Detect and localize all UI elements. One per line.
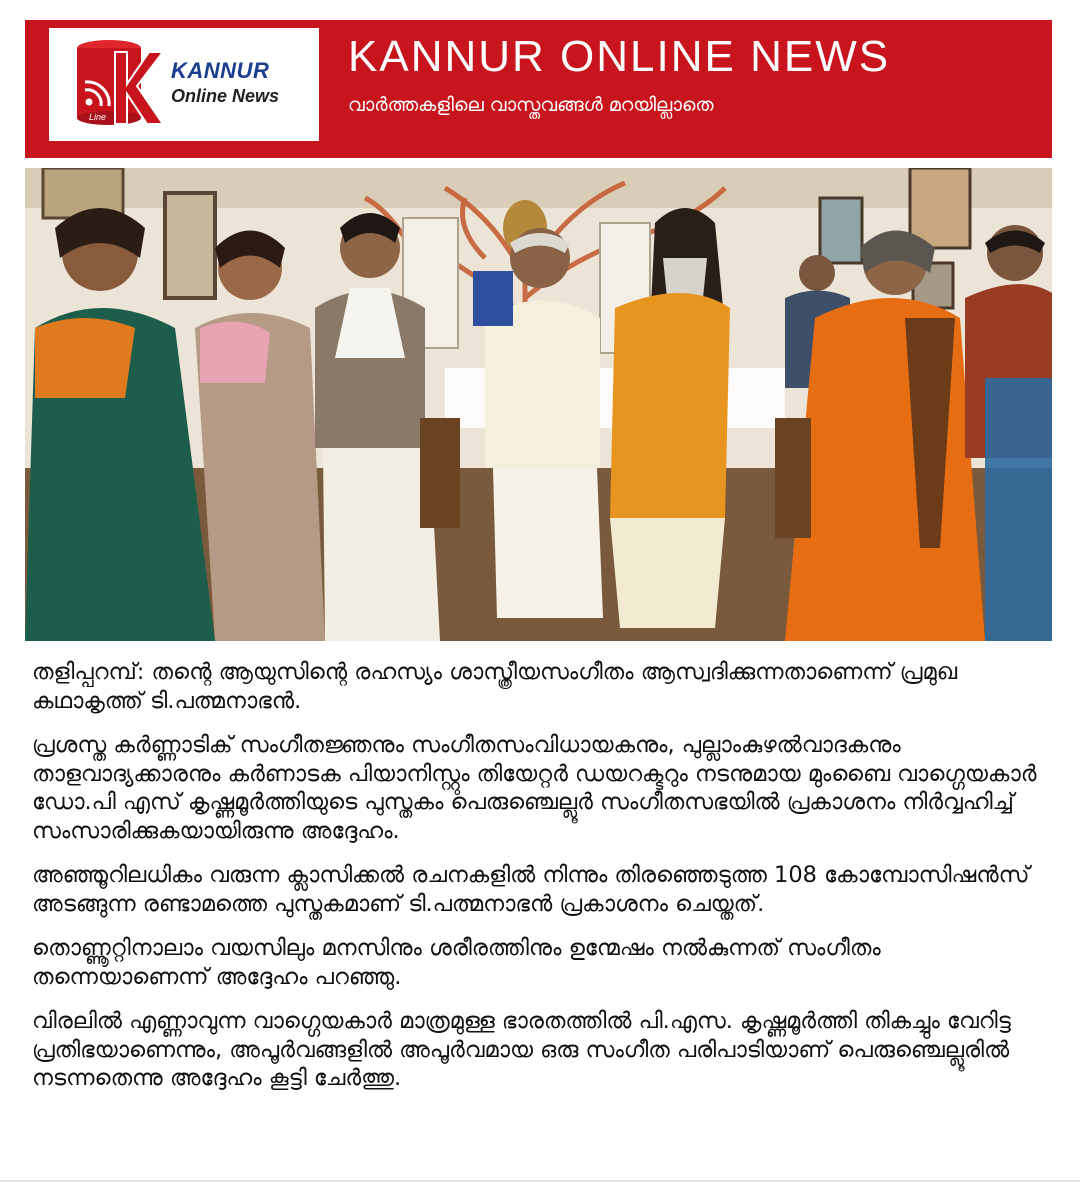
news-photo-illustration (25, 168, 1052, 641)
bottom-divider (0, 1180, 1080, 1182)
site-logo[interactable] (49, 28, 319, 141)
article-paragraph-1: തളിപ്പറമ്പ്: തന്റെ ആയുസിന്റെ രഹസ്യം ശാസ്ത്രീയസംഗീതം ആസ്വദിക്കുന്നതാണെന്ന് പ്രമുഖ കഥാകൃത്ത് ടി.പത്മനാഭൻ. (32, 659, 958, 714)
news-photo (25, 168, 1052, 641)
article-body (32, 658, 1044, 1109)
logo-brand-name: KANNUR (171, 58, 270, 83)
article-paragraph-2: പ്രശസ്ത കർണ്ണാടിക് സംഗീതജ്ഞനും സംഗീതസംവിധായകനും, പുല്ലാംകുഴൽവാദകനും താളവാദ്യക്കാരനും കർണാടക പിയാനിസ്റ്റും തിയേറ്റർ ഡയറക്ടറും നടനുമായ മുംബൈ വാഗ്ഗെയകാർ ഡോ.പി എസ് കൃഷ്ണമൂർത്തിയുടെ പുസ്തകം പെരുഞ്ചെല്ലൂർ സംഗീതസഭയിൽ പ്രകാശനം നിർവ്വഹിച്ച് സംസാരിക്കുകയായിരുന്നു അദ്ദേഹം. (32, 732, 1037, 844)
logo-brand-subtitle: Online News (171, 86, 280, 106)
article-paragraph-5: വിരലിൽ എണ്ണാവുന്ന വാഗ്ഗെയകാർ മാത്രമുള്ള ഭാരതത്തിൽ പി.എസ. കൃഷ്ണമൂർത്തി തികച്ചും വേറിട്ട പ്രതിഭയാണെന്നും, അപൂർവങ്ങളിൽ അപൂർവമായ ഒരു സംഗീത പരിപാടിയാണ് പെരുഞ്ചെല്ലൂരിൽ നടന്നതെന്നു അദ്ദേഹം കൂട്ടി ചേർത്തു. (32, 1008, 1011, 1091)
k-logo-icon (75, 38, 163, 126)
article-paragraph-3: അഞ്ഞൂറിലധികം വരുന്ന ക്ലാസിക്കൽ രചനകളിൽ നിന്നും തിരഞ്ഞെടുത്ത 108 കോമ്പോസിഷൻസ് അടങ്ങുന്ന രണ്ടാമത്തെ പുസ്തകമാണ് ടി.പത്മനാഭൻ പ്രകാശനം ചെയ്തത്. (32, 862, 1030, 917)
site-header-banner (25, 20, 1052, 158)
article-paragraph-4: തൊണ്ണൂറ്റിനാലാം വയസിലും മനസിനും ശരീരത്തിനും ഉന്മേഷം നൽകുന്നത് സംഗീതം തന്നെയാണെന്ന് അദ്ദേഹം പറഞ്ഞു. (32, 935, 881, 990)
site-tagline: വാർത്തകളിലെ വാസ്തവങ്ങൾ മറയില്ലാതെ (348, 94, 714, 116)
logo-small-text: Line (89, 112, 107, 122)
site-title[interactable]: KANNUR ONLINE NEWS (348, 32, 891, 81)
